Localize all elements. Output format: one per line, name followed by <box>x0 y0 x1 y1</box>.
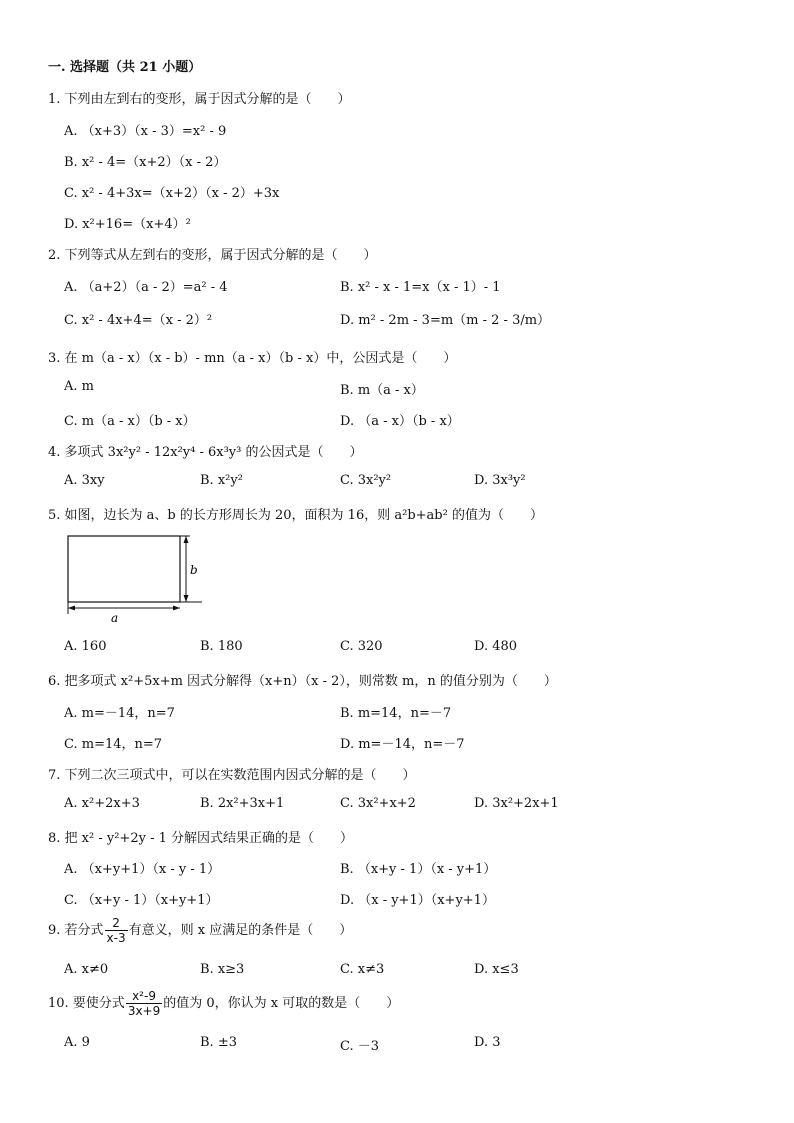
question-7-option-c: C. 3x²+x+2 <box>340 796 416 811</box>
question-4-option-d: D. 3x³y² <box>474 473 526 488</box>
question-10-fraction-numerator: x²-9 <box>126 989 162 1004</box>
question-5-option-b: B. 180 <box>200 639 243 654</box>
figure-label-b: b <box>190 563 198 577</box>
question-9-stem-pre: 9. 若分式 <box>48 923 104 938</box>
question-10-fraction <box>126 989 162 1018</box>
question-3-stem: 3. 在 m（a - x）（x - b）- mn（a - x）（b - x）中，公因式是（ ） <box>48 351 457 366</box>
question-2-option-c: C. x² - 4x+4=（x - 2）² <box>64 313 213 328</box>
question-8-option-b: B. （x+y - 1）（x - y+1） <box>340 862 497 877</box>
question-1-option-d: D. x²+16=（x+4）² <box>64 217 191 232</box>
question-1-option-a: A. （x+3）（x - 3）=x² - 9 <box>64 124 227 139</box>
question-7-option-b: B. 2x²+3x+1 <box>200 796 285 811</box>
rectangle-figure <box>62 530 212 625</box>
question-9-option-c: C. x≠3 <box>340 962 385 977</box>
question-1-stem: 1. 下列由左到右的变形，属于因式分解的是（ ） <box>48 92 351 107</box>
question-9-option-d: D. x≤3 <box>474 962 519 977</box>
question-8-stem: 8. 把 x² - y²+2y - 1 分解因式结果正确的是（ ） <box>48 831 353 846</box>
question-4-option-a: A. 3xy <box>64 473 105 488</box>
question-2-option-a: A. （a+2）（a - 2）=a² - 4 <box>64 280 228 295</box>
question-10-option-d: D. 3 <box>474 1035 501 1050</box>
question-10-stem <box>48 989 399 1018</box>
figure-label-a: a <box>111 611 119 625</box>
question-6-stem: 6. 把多项式 x²+5x+m 因式分解得（x+n）（x - 2），则常数 m，n 的值分别为（ ） <box>48 674 557 689</box>
question-9-option-a: A. x≠0 <box>64 962 109 977</box>
question-9-fraction-numerator: 2 <box>105 916 128 931</box>
question-5-option-d: D. 480 <box>474 639 518 654</box>
question-9-option-b: B. x≥3 <box>200 962 245 977</box>
question-10-option-c: C. －3 <box>340 1039 380 1054</box>
question-7-option-a: A. x²+2x+3 <box>64 796 140 811</box>
question-8-option-a: A. （x+y+1）（x - y - 1） <box>64 862 221 877</box>
question-2-option-d: D. m² - 2m - 3=m（m - 2 - 3/m） <box>340 313 551 328</box>
question-10-option-b: B. ±3 <box>200 1035 237 1050</box>
question-4-option-c: C. 3x²y² <box>340 473 392 488</box>
question-6-option-c: C. m=14，n=7 <box>64 737 163 752</box>
question-3-option-a: A. m <box>64 379 94 394</box>
question-3-option-b: B. m（a - x） <box>340 383 424 398</box>
question-4-option-b: B. x²y² <box>200 473 243 488</box>
question-1-option-c: C. x² - 4+3x=（x+2）（x - 2）+3x <box>64 186 280 201</box>
question-10-stem-pre: 10. 要使分式 <box>48 996 125 1011</box>
question-5-option-c: C. 320 <box>340 639 383 654</box>
question-7-stem: 7. 下列二次三项式中，可以在实数范围内因式分解的是（ ） <box>48 768 416 783</box>
question-3-option-d: D. （a - x）（b - x） <box>340 414 460 429</box>
question-5-stem: 5. 如图，边长为 a、b 的长方形周长为 20，面积为 16，则 a²b+ab² 的值为（ ） <box>48 508 543 523</box>
question-4-stem: 4. 多项式 3x²y² - 12x²y⁴ - 6x³y³ 的公因式是（ ） <box>48 445 363 460</box>
question-3-option-c: C. m（a - x）（b - x） <box>64 414 196 429</box>
question-5-option-a: A. 160 <box>64 639 107 654</box>
question-10-stem-post: 的值为 0，你认为 x 可取的数是（ ） <box>163 996 400 1011</box>
question-7-option-d: D. 3x²+2x+1 <box>474 796 559 811</box>
question-1-option-b: B. x² - 4=（x+2）（x - 2） <box>64 155 227 170</box>
question-9-stem <box>48 916 352 945</box>
question-9-fraction <box>105 916 128 945</box>
question-9-fraction-denominator: x-3 <box>106 931 126 945</box>
question-6-option-a: A. m=－14，n=7 <box>64 706 175 721</box>
question-2-stem: 2. 下列等式从左到右的变形，属于因式分解的是（ ） <box>48 248 377 263</box>
question-9-stem-post: 有意义，则 x 应满足的条件是（ ） <box>128 923 353 938</box>
question-6-option-b: B. m=14，n=－7 <box>340 706 452 721</box>
question-8-option-d: D. （x - y+1）（x+y+1） <box>340 893 495 908</box>
question-6-option-d: D. m=－14，n=－7 <box>340 737 465 752</box>
question-2-option-b: B. x² - x - 1=x（x - 1）- 1 <box>340 280 501 295</box>
question-10-fraction-denominator: 3x+9 <box>127 1004 161 1018</box>
section-title: 一. 选择题（共 21 小题） <box>48 60 202 75</box>
question-10-option-a: A. 9 <box>64 1035 90 1050</box>
question-8-option-c: C. （x+y - 1）（x+y+1） <box>64 893 219 908</box>
